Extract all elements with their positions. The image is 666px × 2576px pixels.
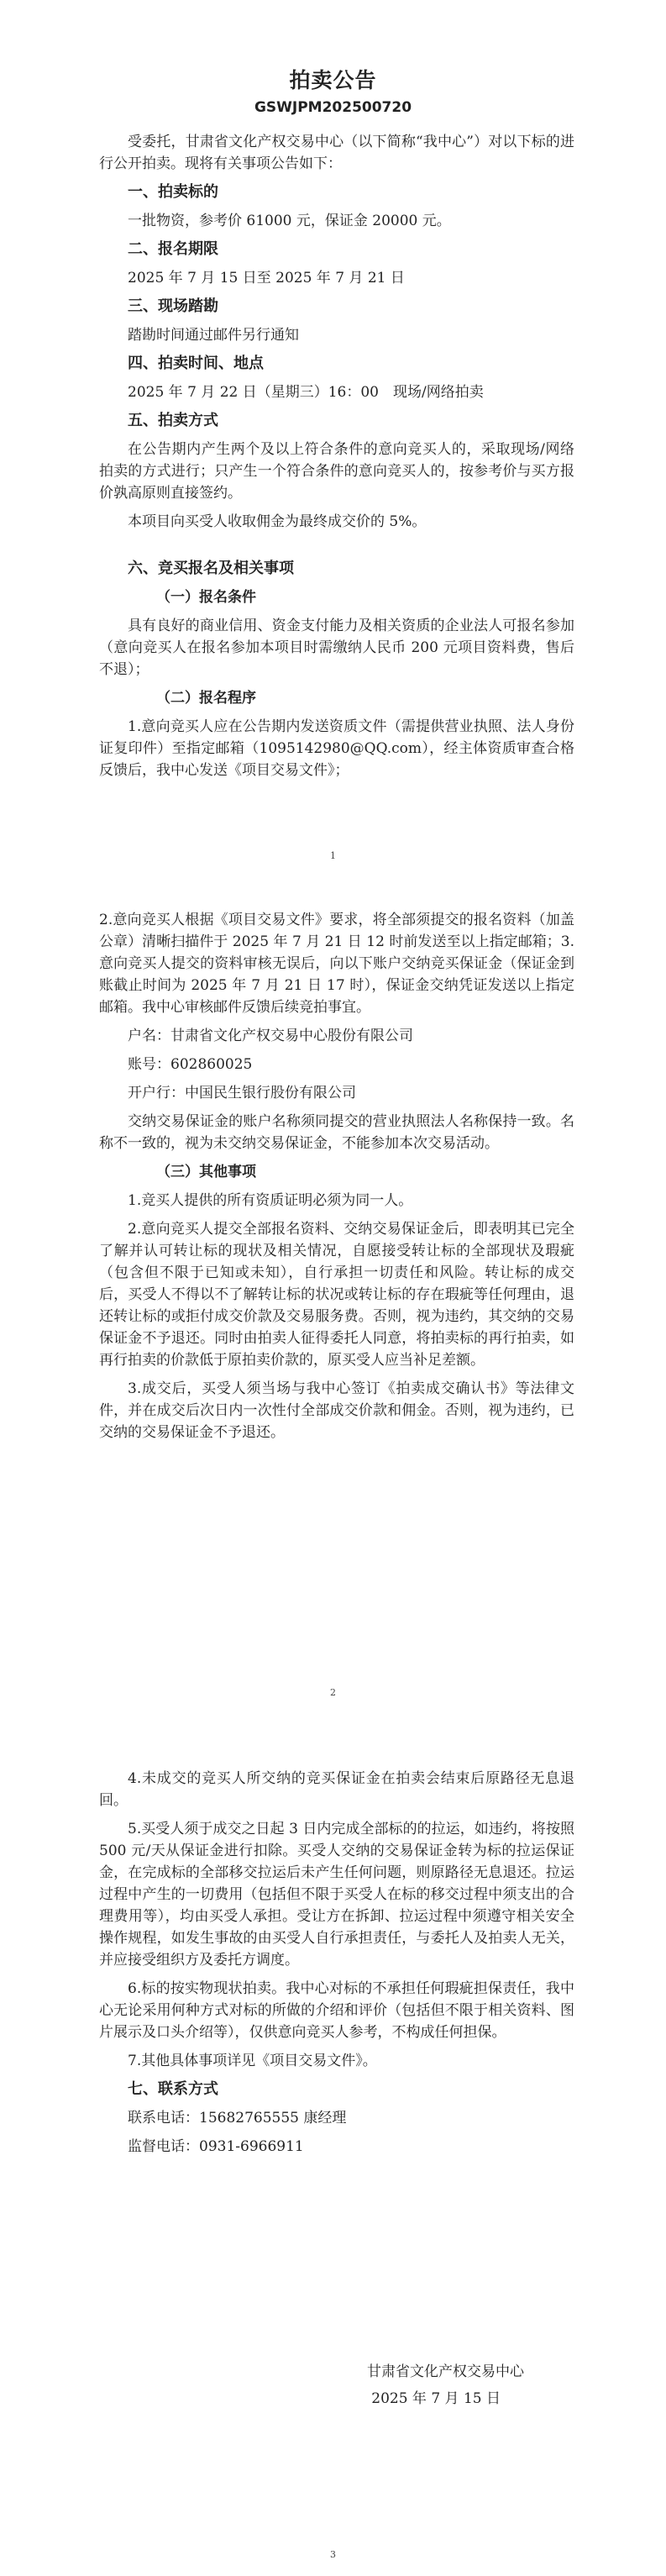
contact-phone: 联系电话：15682765555 康经理 (128, 2110, 347, 2127)
section-3-text: 踏勘时间通过邮件另行通知 (128, 327, 299, 344)
signature-date: 2025 年 7 月 15 日 (371, 2390, 501, 2407)
page-number: 3 (330, 2549, 336, 2560)
other-item-3: 3.成交后，买受人须当场与我中心签订《拍卖成交确认书》等法律文件，并在成交后次日内一次性付全部成交价款和佣金。否则，视为违约，已交纳的交易保证金不予退还。 (99, 1380, 574, 1441)
section-7-heading: 七、联系方式 (128, 2080, 218, 2098)
section-2-text: 2025 年 7 月 15 日至 2025 年 7 月 21 日 (128, 270, 405, 287)
registration-step-1: 1.意向竞买人应在公告期内发送资质文件（需提供营业执照、法人身份证复印件）至指定邮箱（1095142980@QQ.com），经主体资质审查合格反馈后，我中心发送《项目交易文件》； (99, 718, 574, 779)
bank-name: 开户行：中国民生银行股份有限公司 (128, 1085, 356, 1101)
page-1-body (99, 131, 574, 788)
subsection-3-heading: （三）其他事项 (156, 1164, 256, 1180)
section-4-text: 2025 年 7 月 22 日（星期三）16：00 现场/网络拍卖 (128, 384, 484, 401)
document-title: 拍卖公告 (289, 68, 377, 92)
section-4-heading: 四、拍卖时间、地点 (128, 355, 264, 372)
supervision-phone: 监督电话：0931-6966911 (128, 2138, 304, 2155)
page-number: 1 (330, 850, 336, 861)
page-2 (0, 889, 666, 1743)
registration-step-2: 2.意向竞买人根据《项目交易文件》要求，将全部须提交的报名资料（加盖公章）清晰扫描件于 2025 年 7 月 21 日 12 时前发送至以上指定邮箱；3.意向竞买人提交的资料审核无误后，向以下账户交纳竞买保证金（保证金到账截止时间为 2025 年 7 月 21 日 17 时），保证金交纳凭证发送以上指定邮箱。我中心审核邮件反馈后续竞拍事宜。 (99, 912, 574, 1016)
page-3-body (99, 1768, 574, 2164)
subsection-2-heading: （二）报名程序 (156, 690, 256, 707)
project-code: GSWJPM202500720 (254, 99, 412, 116)
other-item-5: 5.买受人须于成交之日起 3 日内完成全部标的的拉运，如违约，将按照 500 元/天从保证金进行扣除。买受人交纳的交易保证金转为标的拉运保证金，在完成标的全部移交拉运后未产生任何问题，则原路径无息退还。拉运过程中产生的一切费用（包括但不限于买受人在标的移交过程中须支出的合理费用等），均由买受人承担。受让方在拆卸、拉运过程中须遵守相关安全操作规程，如发生事故的由买受人自行承担责任，与委托人及拍卖人无关，并应接受组织方及委托方调度。 (99, 1821, 574, 1969)
section-1-text: 一批物资，参考价 61000 元，保证金 20000 元。 (128, 213, 451, 229)
section-5-heading: 五、拍卖方式 (128, 412, 218, 429)
other-item-6: 6.标的按实物现状拍卖。我中心对标的不承担任何瑕疵担保责任，我中心无论采用何种方式对标的所做的介绍和评价（包括但不限于相关资料、图片展示及口头介绍等），仅供意向竞买人参考，不构成任何担保。 (99, 1980, 574, 2041)
page-3 (0, 1743, 666, 2576)
deposit-note: 交纳交易保证金的账户名称须同提交的营业执照法人名称保持一致。名称不一致的，视为未交纳交易保证金，不能参加本次交易活动。 (99, 1113, 574, 1152)
intro-paragraph: 受委托，甘肃省文化产权交易中心（以下简称“我中心”）对以下标的进行公开拍卖。现将有关事项公告如下： (99, 134, 574, 172)
other-item-4: 4.未成交的竞买人所交纳的竞买保证金在拍卖会结束后原路径无息退回。 (99, 1770, 574, 1809)
section-3-heading: 三、现场踏勘 (128, 297, 218, 315)
page-2-body (99, 909, 574, 1450)
signature-org: 甘肃省文化产权交易中心 (367, 2363, 524, 2380)
account-number: 账号：602860025 (128, 1056, 253, 1073)
subsection-1-heading: （一）报名条件 (156, 589, 256, 606)
page-1 (0, 0, 666, 889)
account-name: 户名：甘肃省文化产权交易中心股份有限公司 (128, 1028, 413, 1044)
other-item-7: 7.其他具体事项详见《项目交易文件》。 (128, 2053, 377, 2069)
other-item-1: 1.竞买人提供的所有资质证明必须为同一人。 (128, 1192, 413, 1209)
section-2-heading: 二、报名期限 (128, 240, 218, 258)
subsection-1-text: 具有良好的商业信用、资金支付能力及相关资质的企业法人可报名参加（意向竞买人在报名参加本项目时需缴纳人民币 200 元项目资料费，售后不退）； (99, 618, 574, 678)
other-item-2: 2.意向竞买人提交全部报名资料、交纳交易保证金后，即表明其已完全了解并认可转让标的现状及相关情况，自愿接受转让标的全部现状及瑕疵（包含但不限于已知或未知），自行承担一切责任和风险。转让标的成交后，买受人不得以不了解转让标的状况或转让标的存在瑕疵等任何理由，退还转让标的或拒付成交价款及交易服务费。否则，视为违约，其交纳的交易保证金不予退还。同时由拍卖人征得委托人同意，将拍卖标的再行拍卖，如再行拍卖的价款低于原拍卖价款的，原买受人应当补足差额。 (99, 1221, 574, 1369)
section-1-heading: 一、拍卖标的 (128, 183, 218, 201)
page-number: 2 (330, 1687, 336, 1698)
section-6-heading: 六、竞买报名及相关事项 (128, 560, 294, 577)
section-5-paragraph-2: 本项目向买受人收取佣金为最终成交价的 5%。 (128, 513, 427, 530)
section-5-paragraph-1: 在公告期内产生两个及以上符合条件的意向竞买人的，采取现场/网络拍卖的方式进行；只产生一个符合条件的意向竞买人的，按参考价与买方报价孰高原则直接签约。 (99, 441, 574, 502)
